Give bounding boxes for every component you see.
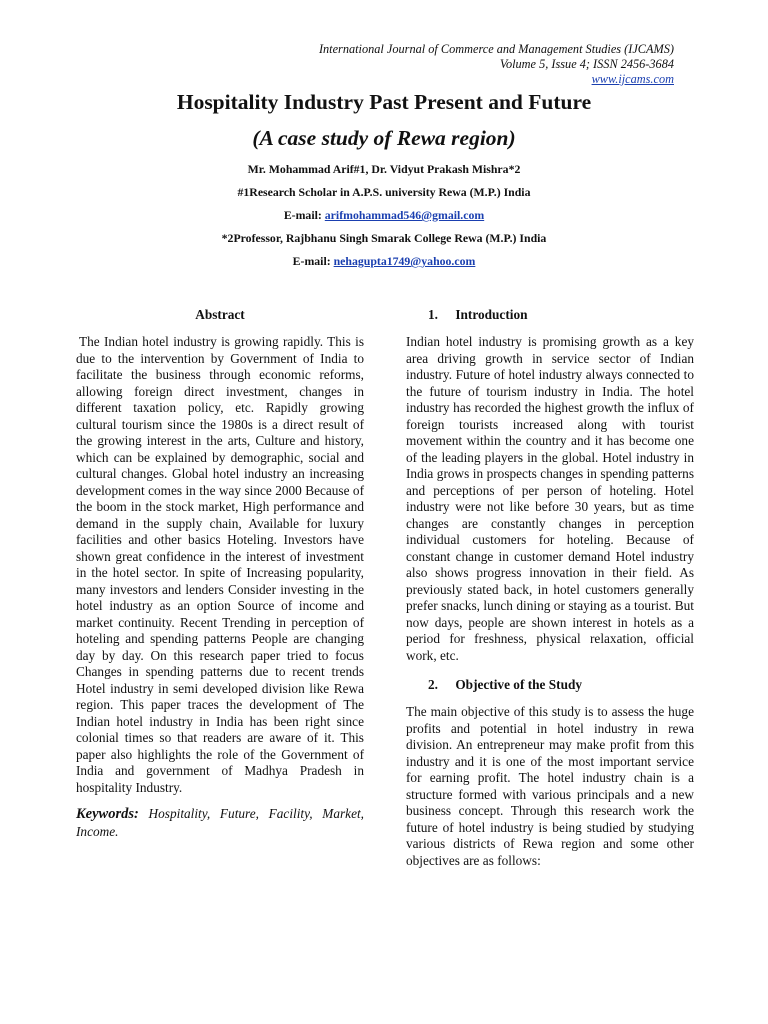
objective-heading bbox=[406, 676, 694, 693]
journal-website-link[interactable]: www.ijcams.com bbox=[591, 72, 674, 86]
section-title: Objective of the Study bbox=[455, 677, 583, 692]
email-link-2[interactable]: nehagupta1749@yahoo.com bbox=[333, 254, 476, 268]
keywords-text: Hospitality, Future, Facility, Market, Income. bbox=[76, 806, 365, 839]
paper-subtitle: (A case study of Rewa region) bbox=[252, 126, 516, 150]
section-title: Introduction bbox=[455, 307, 528, 322]
paper-title: Hospitality Industry Past Present and Future bbox=[176, 90, 592, 114]
left-column bbox=[76, 306, 364, 840]
affiliation-2: *2Professor, Rajbhanu Singh Smarak College Rewa (M.P.) India bbox=[221, 231, 547, 245]
title-block bbox=[60, 88, 708, 269]
section-number: 1. bbox=[428, 307, 438, 322]
introduction-heading bbox=[406, 306, 694, 323]
email-line-1 bbox=[60, 208, 708, 223]
journal-name: International Journal of Commerce and Management Studies (IJCAMS) bbox=[318, 42, 674, 56]
abstract-text: The Indian hotel industry is growing rapidly. This is due to the intervention by Government of India to facilitate the business through economic reforms, allowing foreign direct investment, changes in different taxation policy, etc. Rapidly growing cultural tourism since the 1980s is a direct result of the growing interest in the arts, Culture and history, which can be explained by demographic, social and cultural changes. Global hotel industry an increasing development comes in the way since 2000 Because of the boom in the stock market, High performance and demand in the supply chain, Available for luxury facilities and other basics Hoteling. Investors have shown great confidence in the interest of investment in the hotel sector. In spite of Increasing popularity, many investors and lenders Consider investing in the hotel industry as an option Source of income and market continuity. Recent Trending in perception of hoteling and spending patterns People are changing day by day. On this research paper tried to focus Changes in spending patterns due to recent trends Hotel industry in semi developed division like Rewa region. This paper traces the development of The Indian hotel industry in India has been right since colonial times so that readers are aware of it. This paper also highlights the role of the Government of India and government of Madhya Pradesh in hospitality Industry. bbox=[76, 334, 364, 795]
section-number: 2. bbox=[428, 677, 438, 692]
email-label: E-mail: bbox=[292, 254, 331, 268]
abstract-heading: Abstract bbox=[195, 307, 245, 322]
email-link-1[interactable]: arifmohammad546@gmail.com bbox=[324, 208, 485, 222]
journal-volume: Volume 5, Issue 4; ISSN 2456-3684 bbox=[499, 57, 674, 71]
affiliation-1: #1Research Scholar in A.P.S. university Rewa (M.P.) India bbox=[237, 185, 531, 199]
objective-text: The main objective of this study is to assess the huge profits and potential in hotel industry in rewa division. An entrepreneur may make profit from this industry and it is one of the most important service for earning profit. The hotel industry chain is a structure formed with various principals and a new business concept. Through this research work the future of hotel industry is being studied by studying various districts of Rewa region and some other objectives are as follows: bbox=[406, 704, 694, 868]
email-label: E-mail: bbox=[283, 208, 322, 222]
email-line-2 bbox=[60, 254, 708, 269]
right-column bbox=[406, 306, 694, 869]
introduction-text: Indian hotel industry is promising growth as a key area driving growth in service sector of Indian industry. Future of hotel industry always connected to the future of tourism industry in India. The hotel industry has recorded the highest growth the influx of foreign tourists increased along with tourist movement within the country and it has become one of the leading players in the global. Hotel industry in India grows in prospects changes in spending patterns and perceptions of per person of hoteling. Hotel industry were not like before 30 years, but as time changes are constantly changes in perception individual customers for hoteling. Because of constant change in customer demand Hotel industry also shows progress innovation in their field. As previously stated back, in hotel customers generally prefer snacks, lunch dining or staying as a tourist. But now days, people are shown interest in hotels as a period for freshness, physical relaxation, official work, etc. bbox=[406, 334, 694, 663]
keywords-line bbox=[76, 805, 364, 840]
keywords-label: Keywords: bbox=[76, 806, 139, 822]
author-list: Mr. Mohammad Arif#1, Dr. Vidyut Prakash Mishra*2 bbox=[247, 162, 521, 176]
journal-header bbox=[319, 42, 674, 87]
